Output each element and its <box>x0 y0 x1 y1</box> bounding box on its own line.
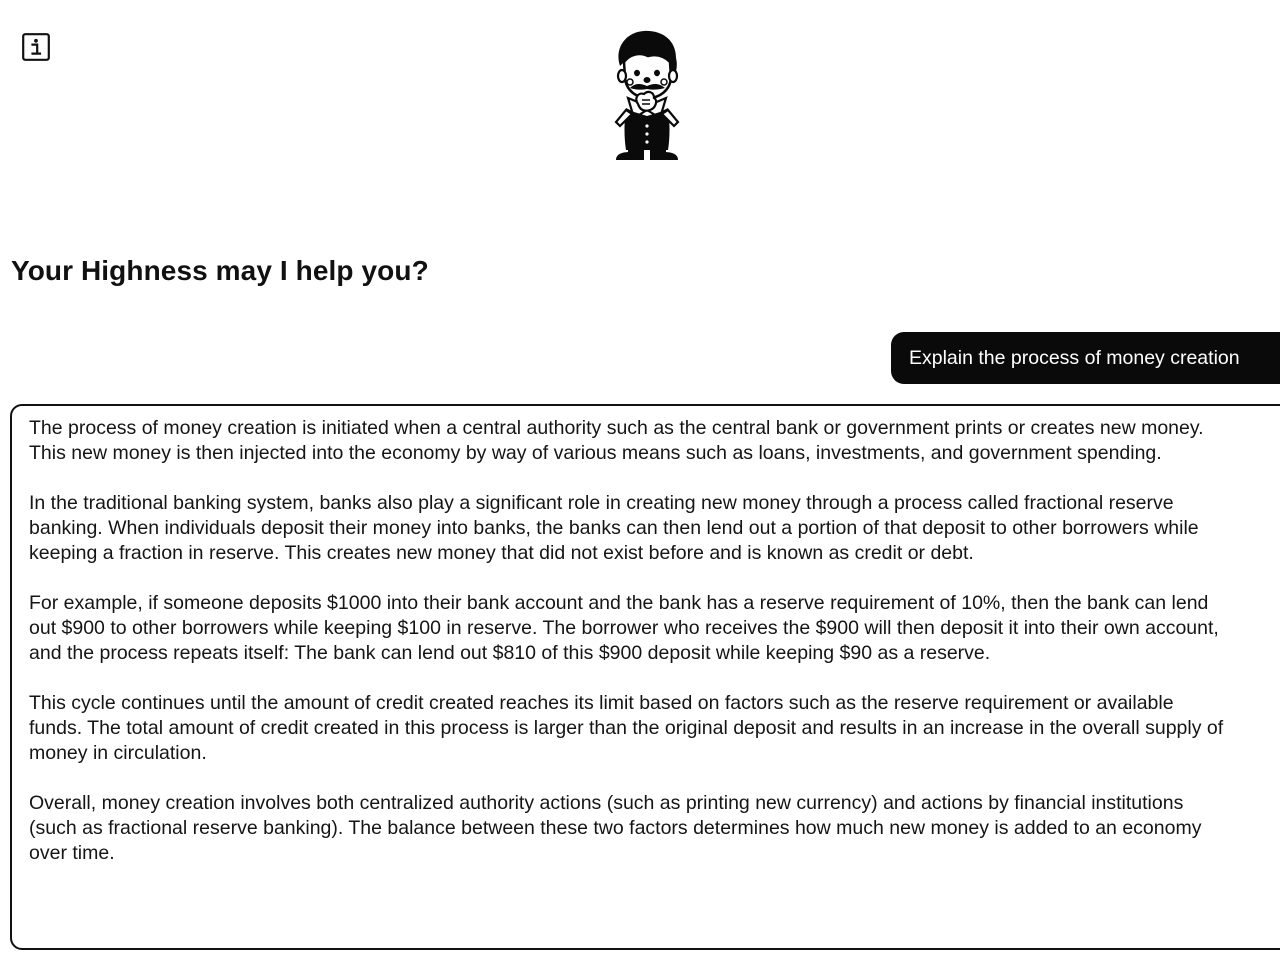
response-paragraph: Overall, money creation involves both centralized authority actions (such as printing new currency) and actions by financial institutions (such as fractional reserve banking). The balance between these two factors determines how much new money is added to an economy over time. <box>29 792 1202 864</box>
info-icon <box>22 33 50 61</box>
mascot-butler-icon <box>604 26 688 162</box>
response-paragraph: In the traditional banking system, banks also play a significant role in creating new money through a process called fractional reserve banking. When individuals deposit their money into banks, the banks can then lend out a portion of that deposit to other borrowers while keeping a fraction in reserve. This creates new money that did not exist before and is known as credit or debt. <box>29 492 1199 564</box>
greeting-title: Your Highness may I help you? <box>11 255 429 286</box>
info-button[interactable] <box>22 33 50 61</box>
assistant-response-text <box>29 416 1229 866</box>
user-message-bubble <box>891 332 1280 384</box>
assistant-response-box <box>10 404 1280 950</box>
response-paragraph: For example, if someone deposits $1000 into their bank account and the bank has a reserve requirement of 10%, then the bank can lend out $900 to other borrowers while keeping $100 in reserve. The borrower who receives the $900 will then deposit it into their own account, and the process repeats itself: The bank can lend out $810 of this $900 deposit while keeping $90 as a reserve. <box>29 592 1219 664</box>
response-paragraph: This cycle continues until the amount of credit created reaches its limit based on factors such as the reserve requirement or available funds. The total amount of credit created in this process is larger than the original deposit and results in an increase in the overall supply of money in circulation. <box>29 692 1224 764</box>
user-message-text: Explain the process of money creation <box>909 346 1240 369</box>
response-paragraph: The process of money creation is initiated when a central authority such as the central bank or government prints or creates new money. This new money is then injected into the economy by way of various means such as loans, investments, and government spending. <box>29 417 1204 464</box>
